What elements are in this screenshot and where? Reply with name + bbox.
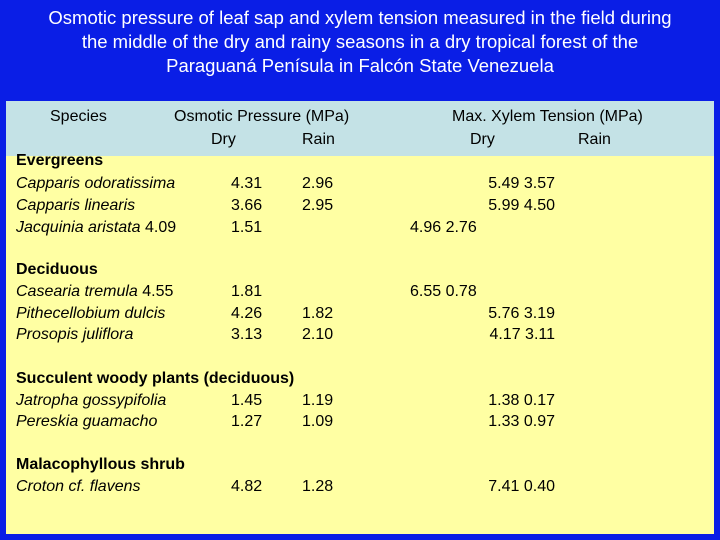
header-species: Species [50, 108, 107, 125]
header-xylem-rain: Rain [578, 131, 611, 148]
species-name: Jacquinia aristata [16, 219, 141, 236]
species-row [16, 218, 176, 238]
osmotic-dry-value: 4.82 [231, 478, 263, 495]
header-xylem-tension: Max. Xylem Tension (MPa) [452, 108, 643, 125]
header-osmotic-rain: Rain [302, 131, 335, 148]
inline-value: 4.55 [142, 283, 174, 300]
species-name: Capparis linearis [16, 197, 136, 214]
species-row [16, 282, 173, 302]
xylem-tension-values: 5.49 3.57 [488, 175, 555, 192]
group-heading: Deciduous [16, 261, 98, 278]
xylem-tension-values: 1.33 0.97 [488, 413, 555, 430]
osmotic-dry-value: 1.51 [231, 219, 263, 236]
species-name: Jatropha gossypifolia [16, 392, 167, 409]
osmotic-dry-value: 3.13 [231, 326, 263, 343]
xylem-tension-values: 5.76 3.19 [488, 305, 555, 322]
species-name: Capparis odoratissima [16, 175, 176, 192]
title-line-3: Paraguaná Penísula in Falcón State Venezuela [166, 55, 554, 76]
species-name: Prosopis juliflora [16, 326, 134, 343]
xylem-tension-values: 6.55 0.78 [410, 283, 477, 300]
xylem-tension-values: 5.99 4.50 [488, 197, 555, 214]
osmotic-dry-value: 1.81 [231, 283, 263, 300]
header-osmotic-dry: Dry [211, 131, 236, 148]
title-line-1: Osmotic pressure of leaf sap and xylem tension measured in the field during [48, 7, 672, 28]
group-heading: Malacophyllous shrub [16, 456, 185, 473]
title-line-2: the middle of the dry and rainy seasons in a dry tropical forest of the [81, 31, 639, 52]
osmotic-rain-value: 1.09 [302, 413, 334, 430]
group-heading: Succulent woody plants (deciduous) [16, 370, 295, 387]
header-xylem-dry: Dry [470, 131, 495, 148]
osmotic-rain-value: 2.95 [302, 197, 334, 214]
xylem-tension-values: 4.17 3.11 [489, 326, 555, 343]
xylem-tension-values: 7.41 0.40 [488, 478, 555, 495]
osmotic-dry-value: 1.27 [231, 413, 263, 430]
osmotic-rain-value: 1.19 [302, 392, 334, 409]
species-name: Croton cf. flavens [16, 478, 141, 495]
group-heading: Evergreens [16, 152, 104, 169]
osmotic-dry-value: 1.45 [231, 392, 263, 409]
xylem-tension-values: 4.96 2.76 [410, 219, 477, 236]
xylem-tension-values: 1.38 0.17 [488, 392, 555, 409]
species-name: Casearia tremula [16, 283, 138, 300]
header-osmotic-pressure: Osmotic Pressure (MPa) [174, 108, 350, 125]
osmotic-rain-value: 1.28 [302, 478, 334, 495]
species-name: Pithecellobium dulcis [16, 305, 166, 322]
osmotic-dry-value: 4.31 [231, 175, 263, 192]
osmotic-dry-value: 3.66 [231, 197, 263, 214]
osmotic-rain-value: 1.82 [302, 305, 334, 322]
slide-title [0, 6, 720, 78]
osmotic-rain-value: 2.96 [302, 175, 334, 192]
species-name: Pereskia guamacho [16, 413, 158, 430]
osmotic-rain-value: 2.10 [302, 326, 334, 343]
osmotic-dry-value: 4.26 [231, 305, 263, 322]
inline-value: 4.09 [144, 219, 177, 236]
